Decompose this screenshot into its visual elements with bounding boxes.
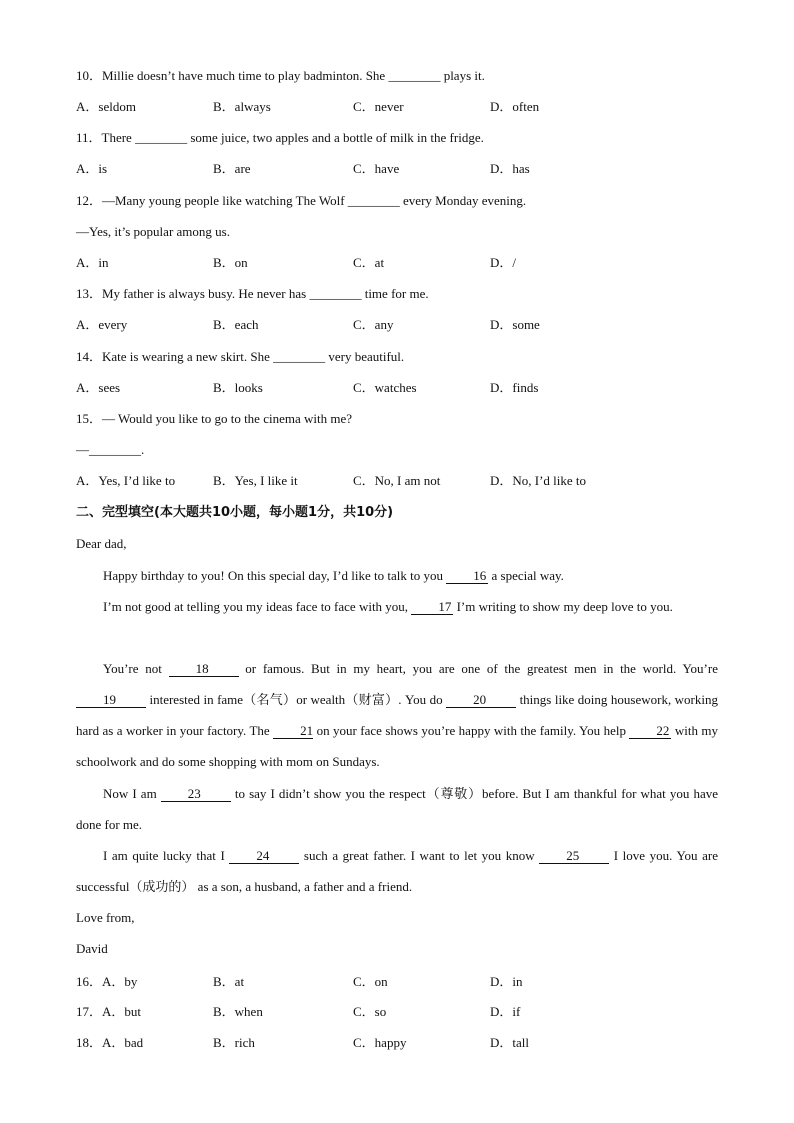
letter-closing: Love from, <box>76 910 135 925</box>
question-11-stem: 11．There ________ some juice, two apples and a bottle of milk in the fridge. <box>76 130 484 145</box>
option-c: C．No, I am not <box>353 473 441 488</box>
option-a: A．sees <box>76 380 121 395</box>
blank-18: 18 <box>169 662 239 677</box>
option-c: C．happy <box>353 1035 407 1050</box>
option-a: A．every <box>76 317 128 332</box>
option-b: B．Yes, I like it <box>213 473 298 488</box>
blank-24: 24 <box>229 849 299 864</box>
letter-paragraph-2: I’m not good at telling you my ideas face to face with you, 17 I’m writing to show my deep love to you. <box>103 599 673 614</box>
blank-16: 16 <box>446 569 488 584</box>
option-b: B．at <box>213 974 245 989</box>
question-12-stem: 12．—Many young people like watching The Wolf ________ every Monday evening. <box>76 193 527 208</box>
option-b: B．each <box>213 317 259 332</box>
question-17-options <box>76 1003 716 1021</box>
option-d: D．if <box>490 1004 521 1019</box>
option-d: D．often <box>490 99 540 114</box>
question-10-stem: 10．Millie doesn’t have much time to play badminton. She ________ plays it. <box>76 68 485 83</box>
section-heading: 二、完型填空(本大题共10小题，每小题1分，共10分) <box>76 505 394 520</box>
letter-paragraph-4: Now I am 23 to say I didn’t show you the respect（尊敬）before. But I am thankful for what you have done for me. <box>76 786 718 832</box>
option-c: C．any <box>353 317 394 332</box>
question-18-options <box>76 1034 716 1052</box>
question-12-options <box>76 254 716 272</box>
option-c: C．never <box>353 99 404 114</box>
option-a: 17．A．but <box>76 1004 142 1019</box>
question-12-reply: —Yes, it’s popular among us. <box>76 224 230 239</box>
option-d: D．some <box>490 317 540 332</box>
option-b: B．are <box>213 161 251 176</box>
question-15-options <box>76 472 716 490</box>
option-a: A．in <box>76 255 109 270</box>
blank-19: 19 <box>76 693 146 708</box>
question-10-options <box>76 98 716 116</box>
question-14-options <box>76 379 716 397</box>
letter-greeting: Dear dad, <box>76 536 127 551</box>
option-a: A．is <box>76 161 108 176</box>
option-b: B．on <box>213 255 248 270</box>
option-b: B．looks <box>213 380 263 395</box>
blank-22: 22 <box>629 724 671 739</box>
option-a: 16．A．by <box>76 974 138 989</box>
option-d: D．in <box>490 974 523 989</box>
question-16-options <box>76 973 716 991</box>
option-b: B．when <box>213 1004 263 1019</box>
option-d: D．No, I’d like to <box>490 473 587 488</box>
option-b: B．always <box>213 99 271 114</box>
question-15-stem: 15．— Would you like to go to the cinema with me? <box>76 411 353 426</box>
letter-paragraph-5: I am quite lucky that I 24 such a great father. I want to let you know 25 I love you. You are successful（成功的） as a son, a husband, a father and a friend. <box>76 848 718 894</box>
letter-paragraph-1: Happy birthday to you! On this special day, I’d like to talk to you 16 a special way. <box>103 568 564 583</box>
option-c: C．on <box>353 974 388 989</box>
question-11-options <box>76 160 716 178</box>
question-13-options <box>76 316 716 334</box>
question-13-stem: 13．My father is always busy. He never has ________ time for me. <box>76 286 429 301</box>
option-a: 18．A．bad <box>76 1035 144 1050</box>
option-b: B．rich <box>213 1035 255 1050</box>
blank-20: 20 <box>446 693 516 708</box>
option-d: D．has <box>490 161 530 176</box>
option-a: A．Yes, I’d like to <box>76 473 176 488</box>
option-d: D．tall <box>490 1035 529 1050</box>
question-15-reply: —________. <box>76 442 145 457</box>
option-c: C．have <box>353 161 400 176</box>
option-c: C．at <box>353 255 385 270</box>
blank-17: 17 <box>411 600 453 615</box>
blank-25: 25 <box>539 849 609 864</box>
option-a: A．seldom <box>76 99 136 114</box>
option-d: D．/ <box>490 255 517 270</box>
blank-21: 21 <box>273 724 313 739</box>
question-14-stem: 14．Kate is wearing a new skirt. She ________ very beautiful. <box>76 349 405 364</box>
blank-23: 23 <box>161 787 231 802</box>
option-d: D．finds <box>490 380 539 395</box>
letter-paragraph-3: You’re not 18 or famous. But in my heart, you are one of the greatest men in the world. You’re 19 interested in fame（名气）or wealth（财富）. You do 20 things like doing housework, working hard as a worker in your factory. The 21 on your face shows you’re happy with the family. You help 22 with my schoolwork and do some shopping with mom on Sundays. <box>76 661 719 769</box>
letter-signature: David <box>76 941 108 956</box>
option-c: C．so <box>353 1004 387 1019</box>
option-c: C．watches <box>353 380 417 395</box>
